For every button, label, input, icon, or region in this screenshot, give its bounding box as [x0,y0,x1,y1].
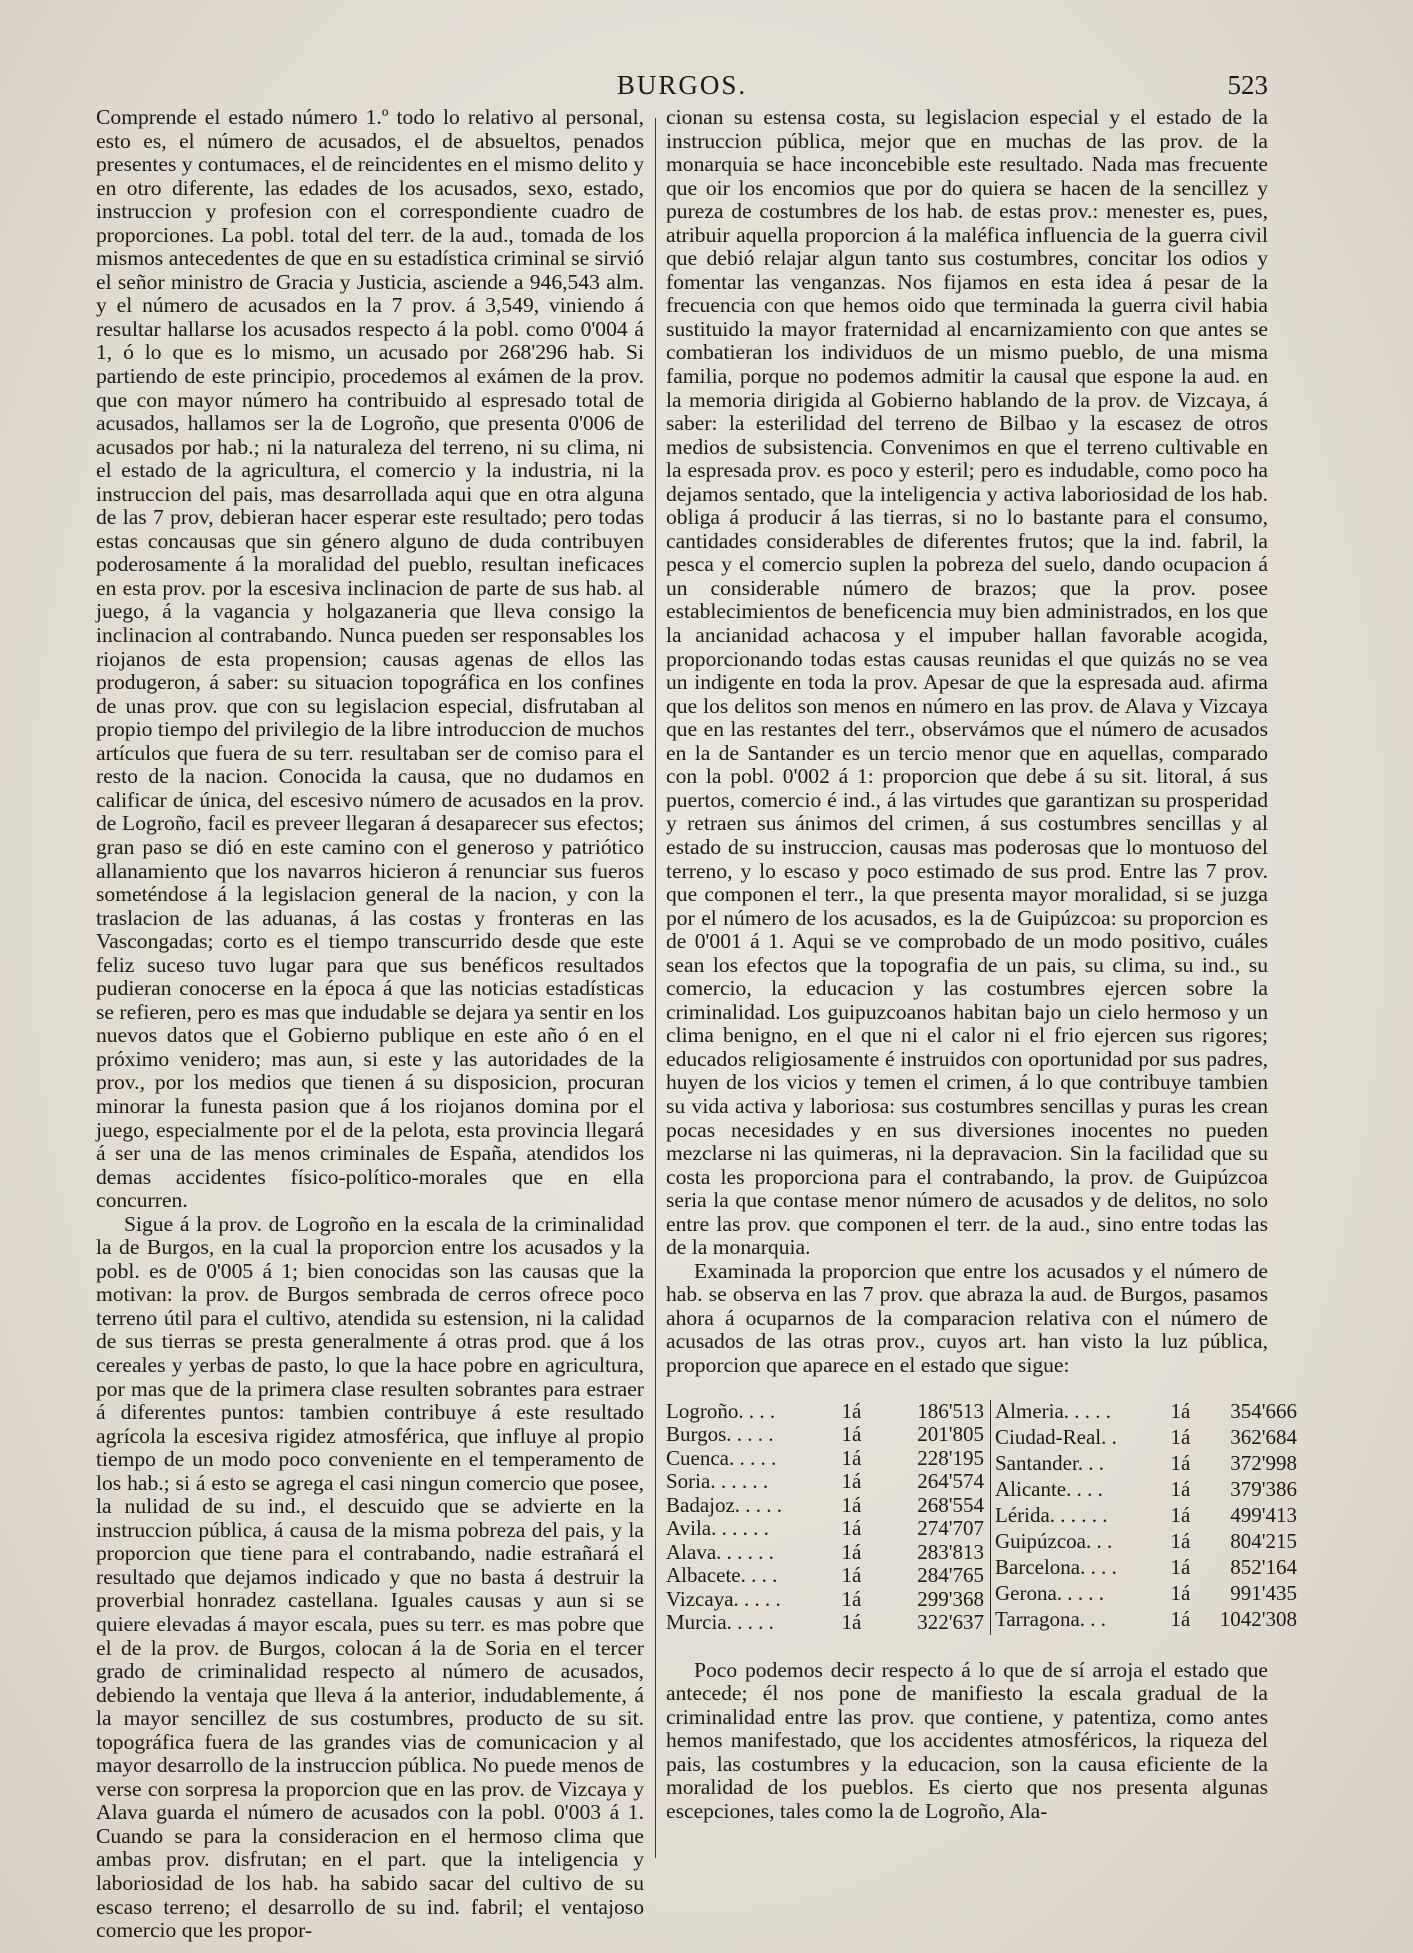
ratio-ratio-cell: 372'998 [1230,1450,1297,1475]
ratio-a-cell: á [852,1398,862,1423]
left-column [96,105,644,1943]
ratio-one-cell: 1 [841,1610,852,1635]
ratio-province-cell: Vizcaya. . . . . [666,1586,781,1611]
ratio-a-cell: á [852,1586,862,1611]
page-header [96,70,1268,104]
ratio-province-cell: Albacete. . . . [666,1563,778,1588]
ratio-ratio-cell: 186'513 [917,1398,984,1423]
ratio-a-cell: á [852,1492,862,1517]
ratio-ratio-cell: 499'413 [1230,1502,1297,1527]
ratio-province-cell: Badajoz. . . . . [666,1492,783,1517]
paragraph-comparison-intro: Examinada la proporcion que entre los acusados y el número de hab. se observa en las 7 prov. que abraza la aud. de Burgos, pasamos ahora á ocuparnos de la comparacion relativa con el número de acusados de las otras prov., cuyos art. han visto la luz pública, proporcion que aparece en el estado que sigue: [666,1258,1268,1377]
ratio-province-cell: Logroño. . . . [666,1398,776,1423]
ratio-ratio-cell: 322'637 [917,1610,984,1635]
ratio-ratio-cell: 274'707 [917,1516,984,1541]
ratio-one-cell: 1 [1170,1450,1181,1475]
ratio-province-cell: Lérida. . . . . . [995,1502,1108,1527]
ratio-ratio-cell: 362'684 [1230,1424,1297,1449]
ratio-a-cell: á [1181,1502,1191,1527]
ratio-ratio-cell: 299'368 [917,1586,984,1611]
ratio-one-cell: 1 [1170,1398,1181,1423]
ratio-ratio-cell: 201'805 [917,1422,984,1447]
ratio-ratio-cell: 804'215 [1230,1529,1297,1554]
paragraph-vizcaya-alava: cionan su estensa costa, su legislacion especial y el estado de la instruccion pública, mejor que en muchas de las prov. de la monarquia se hace inconcebible este resultado. Nada mas frecuente que oir los encomios que por do quiera se hacen de la sencillez y pureza de costumbres de los hab. de estas prov.: menester es, pues, atribuir aquella proporcion á la maléfica influencia de la guerra civil que debió relajar algun tanto sus costumbres, concitar los odios y fomentar las venganzas. Nos fijamos en esta idea á pesar de la frecuencia con que hemos oido que terminada la guerra civil habia sustituido la mayor fraternidad al encarnizamiento con que antes se combatieran los individuos de un mismo pueblo, de una misma familia, porque no podemos admitir la causal que espone la aud. en la memoria dirigida al Gobierno hablando de la prov. de Vizcaya, á saber: la esterilidad del terreno de Bilbao y la escasez de otros medios de subsistencia. Convenimos en que el terreno cultivable en la espresada prov. es poco y esteril; pero es indudable, como poco ha dejamos sentado, que la inteligencia y activa laboriosidad de los hab. obliga á producir á las tierras, si no lo bastante para el consumo, cantidades considerables de diferentes frutos; que la ind. fabril, la pesca y el comercio suplen la pobreza del suelo, dando ocupacion á un considerable número de brazos; que la prov. posee establecimientos de beneficencia muy bien administrados, en los que la ancianidad achacosa y el impuber hallan favorable acogida, proporcionando todas estas causas reunidas el que quizás no se vea un indigente en toda la prov. Apesar de que la espresada aud. afirma que los delitos son menos en número en las prov. de Alava y Vizcaya que en las restantes del terr., observámos que el número de acusados en la de Santander es un tercio menor que en aquellas, comparado con la pobl. 0'002 á 1: proporcion que debe á su sit. litoral, á sus puertos, comercio é ind., á las virtudes que garantizan su prosperidad y retraen sus ánimos del crimen, á sus costumbres sencillas y al estado de su instruccion, causas mas poderosas que lo montuoso del terreno, y lo escaso y poco estimado de sus prod. Entre las 7 prov. que componen el terr., la que presenta mayor moralidad, si se juzga por el número de los acusados, es la de Guipúzcoa: su proporcion es de 0'001 á 1. Aqui se ve comprobado de un modo positivo, cuáles sean los efectos que la topografia de un pais, su clima, su ind., su comercio, la educacion y las costumbres ejercen sobre la criminalidad. Los guipuzcoanos habitan bajo un cielo hermoso y un clima benigno, en el que ni el calor ni el frio ejercen sus rigores; educados religiosamente é instruidos con oportunidad por sus padres, huyen de los vicios y temen el crimen, á lo que contribuye tambien su vida activa y laboriosa: sus costumbres sencillas y puras les crean pocas necesidades y en sus diversiones inocentes no pueden mezclarse ni las quimeras, ni la depravacion. Sin la facilidad que su costa les proporciona para el contrabando, la prov. de Guipúzcoa seria la que contase menor número de acusados y de delitos, no solo entre las prov. que componen el terr. de la aud., sino entre todas las de la monarquia. [666,105,1268,1260]
ratio-a-cell: á [1181,1529,1191,1554]
ratio-ratio-cell: 1042'308 [1219,1607,1297,1632]
ratio-ratio-cell: 379'386 [1230,1476,1297,1501]
paragraph-burgos-criminality: Sigue á la prov. de Logroño en la escala de la criminalidad la de Burgos, en la cual la proporcion entre los acusados y la pobl. es de 0'005 á 1; bien conocidas son las causas que la motivan: la prov. de Burgos sembrada de cerros ofrece poco terreno útil para el cultivo, atendida su estension, ni la calidad de sus tierras se presta generalmente á otras prod. que á los cereales y yerbas de pasto, lo que la hace pobre en agricultura, por mas que de la primera clase resulten sobrantes para estraer á diferentes puntos: tambien contribuye á este resultado agrícola la escesiva rigidez atmosférica, que influye al propio tiempo de un modo poco conveniente en el temperamento de los hab.; si á esto se agrega el casi ningun comercio que posee, la nulidad de su ind., el descuido que se advierte en la instruccion pública, á causa de la misma pobreza del pais, y la proporcion que tiene para el contrabando, nadie estrañará el resultado que dejamos indicado y que no basta á destruir la proverbial honradez castellana. Iguales causas y aun si se quiere elevadas á mayor escala, pues su terr. es mas pobre que el de la prov. de Burgos, colocan á la de Soria en el tercer grado de criminalidad respecto al número de acusados, debiendo la ventaja que lleva á la anterior, indudablemente, á la mayor sencillez de sus costumbres, producto de su sit. topográfica fuera de las grandes vias de comunicacion y al mayor desarrollo de la instruccion pública. No puede menos de verse con sorpresa la proporcion que en las prov. de Vizcaya y Alava guarda el número de acusados con la pobl. 0'003 á 1. Cuando se para la consideracion en el hermoso clima que ambas prov. disfrutan; en el part. que la inteligencia y laboriosidad de los hab. ha sabido sacar del cultivo de su escaso terreno; el desarrollo de su ind. fabril; el ventajoso comercio que les propor- [96,1211,644,1943]
ratio-one-cell: 1 [1170,1476,1181,1501]
ratio-one-cell: 1 [841,1539,852,1564]
ratio-one-cell: 1 [1170,1502,1181,1527]
paragraph-personal-statistics: Comprende el estado número 1.º todo lo relativo al personal, esto es, el número de acusados, el de absueltos, penados presentes y contumaces, el de reincidentes en el mismo delito y en otro diferente, las edades de los acusados, sexo, estado, instruccion y profesion con el correspondiente cuadro de proporciones. La pobl. total del terr. de la aud., tomada de los mismos antecedentes de que en su estadística criminal se sirvió el señor ministro de Gracia y Justicia, asciende a 946,543 alm. y el número de acusados en la 7 prov. á 3,549, viniendo á resultar hallarse los acusados respecto á la pobl. como 0'004 á 1, ó lo que es lo mismo, un acusado por 268'296 hab. Si partiendo de este principio, procedemos al exámen de la prov. que con mayor número ha contribuido al espresado total de acusados, hallamos ser la de Logroño, que presenta 0'006 de acusados por hab.; ni la naturaleza del terreno, ni su clima, ni el estado de la agricultura, el comercio y la industria, ni la instruccion del pais, mas desarrollada aqui que en otra alguna de las 7 prov, debieran hacer esperar este resultado; pero todas estas concausas que sin género alguno de duda contribuyen poderosamente á la moralidad del pueblo, resultan ineficaces en esta prov. por la escesiva inclinacion de parte de sus hab. al juego, á la vagancia y holgazaneria que lleva consigo la inclinacion al contrabando. Nunca pueden ser responsables los riojanos de esta propension; causas agenas de ellos las produgeron, á saber: su situacion topográfica en los confines de unas prov. que con su legislacion especial, disfrutaban al propio tiempo del privilegio de la libre introduccion de muchos artículos que fuera de su terr. resultaban ser de comiso para el resto de la nacion. Conocida la causa, que no dudamos en calificar de única, del escesivo número de acusados en la prov. de Logroño, facil es preveer llegaran á desaparecer sus efectos; gran paso se dió en este camino con el generoso y patriótico allanamiento que los navarros hicieron á renunciar sus fueros someténdose á la legislacion general de la nacion, y con la traslacion de las aduanas, á las costas y fronteras en las Vascongadas; corto es el tiempo transcurrido desde que este feliz suceso tuvo lugar para que sus benéficos resultados pudieran conocerse en la época á que las noticias estadísticas se refieren, pero es mas que indudable se dejara ya sentir en los nuevos datos que el Gobierno publique en este año ó en el próximo venidero; mas aun, si este y las autoridades de la prov., por los medios que tienen á su disposicion, procuran minorar la funesta pasion que á los riojanos domina por el juego, especialmente por el de la pelota, esta provincia llegará á ser una de las menos criminales de España, atendidos los demas accidentes físico-político-morales que en ella concurren. [96,105,644,1213]
ratio-one-cell: 1 [1170,1581,1181,1606]
ratio-province-cell: Tarragona. . . [995,1607,1107,1632]
ratio-a-cell: á [1181,1450,1191,1475]
ratio-a-cell: á [1181,1555,1191,1580]
ratio-a-cell: á [852,1539,862,1564]
page-number: 523 [1227,70,1268,100]
ratio-a-cell: á [1181,1398,1191,1423]
ratio-ratio-cell: 283'813 [917,1539,984,1564]
ratio-table-right-block [991,1398,1297,1635]
ratio-one-cell: 1 [841,1422,852,1447]
ratio-one-cell: 1 [841,1586,852,1611]
ratio-ratio-cell: 228'195 [917,1445,984,1470]
ratio-one-cell: 1 [1170,1607,1181,1632]
ratio-province-cell: Alicante. . . . [995,1476,1103,1501]
ratio-a-cell: á [852,1610,862,1635]
ratio-province-cell: Alava. . . . . . [666,1539,774,1564]
ratio-a-cell: á [1181,1607,1191,1632]
ratio-province-cell: Soria. . . . . . [666,1469,769,1494]
ratio-province-cell: Ciudad-Real. . [995,1424,1117,1449]
ratio-a-cell: á [852,1469,862,1494]
ratio-a-cell: á [852,1563,862,1588]
ratio-one-cell: 1 [841,1516,852,1541]
ratio-province-cell: Murcia. . . . . [666,1610,774,1635]
ratio-province-cell: Cuenca. . . . . [666,1445,777,1470]
ratio-province-cell: Barcelona. . . . [995,1555,1117,1580]
right-column [666,105,1297,1936]
running-title: BURGOS. [616,70,748,100]
ratio-a-cell: á [852,1445,862,1470]
province-ratio-table [666,1398,1297,1635]
ratio-province-cell: Guipúzcoa. . . [995,1529,1113,1554]
ratio-ratio-cell: 354'666 [1230,1398,1297,1423]
ratio-ratio-cell: 991'435 [1230,1581,1297,1606]
ratio-ratio-cell: 264'574 [917,1469,984,1494]
ratio-a-cell: á [1181,1476,1191,1501]
paragraph-conclusion: Poco podemos decir respecto á lo que de sí arroja el estado que antecede; él nos pone de manifiesto la escala gradual de la criminalidad entre las prov. que contiene, y patentiza, como antes hemos manifestado, que los accidentes atmosféricos, la riqueza del pais, las costumbres y la educacion, son la causa eficiente de la moralidad de los pueblos. Es cierto que nos presenta algunas escepciones, tales como la de Logroño, Ala- [666,1657,1268,1823]
ratio-one-cell: 1 [1170,1424,1181,1449]
ratio-one-cell: 1 [841,1445,852,1470]
ratio-one-cell: 1 [1170,1529,1181,1554]
ratio-ratio-cell: 852'164 [1230,1555,1297,1580]
ratio-province-cell: Santander. . . [995,1450,1105,1475]
ratio-one-cell: 1 [841,1563,852,1588]
ratio-ratio-cell: 284'765 [917,1563,984,1588]
ratio-province-cell: Gerona. . . . . [995,1581,1105,1606]
ratio-one-cell: 1 [841,1398,852,1423]
ratio-one-cell: 1 [1170,1555,1181,1580]
ratio-province-cell: Burgos. . . . . [666,1422,774,1447]
ratio-one-cell: 1 [841,1492,852,1517]
ratio-a-cell: á [852,1516,862,1541]
ratio-a-cell: á [1181,1581,1191,1606]
ratio-province-cell: Almeria. . . . . [995,1398,1112,1423]
ratio-a-cell: á [852,1422,862,1447]
ratio-one-cell: 1 [841,1469,852,1494]
ratio-a-cell: á [1181,1424,1191,1449]
ratio-table-left-block [666,1400,991,1635]
ratio-province-cell: Avila. . . . . . [666,1516,769,1541]
column-divider [655,118,656,1858]
ratio-ratio-cell: 268'554 [917,1492,984,1517]
